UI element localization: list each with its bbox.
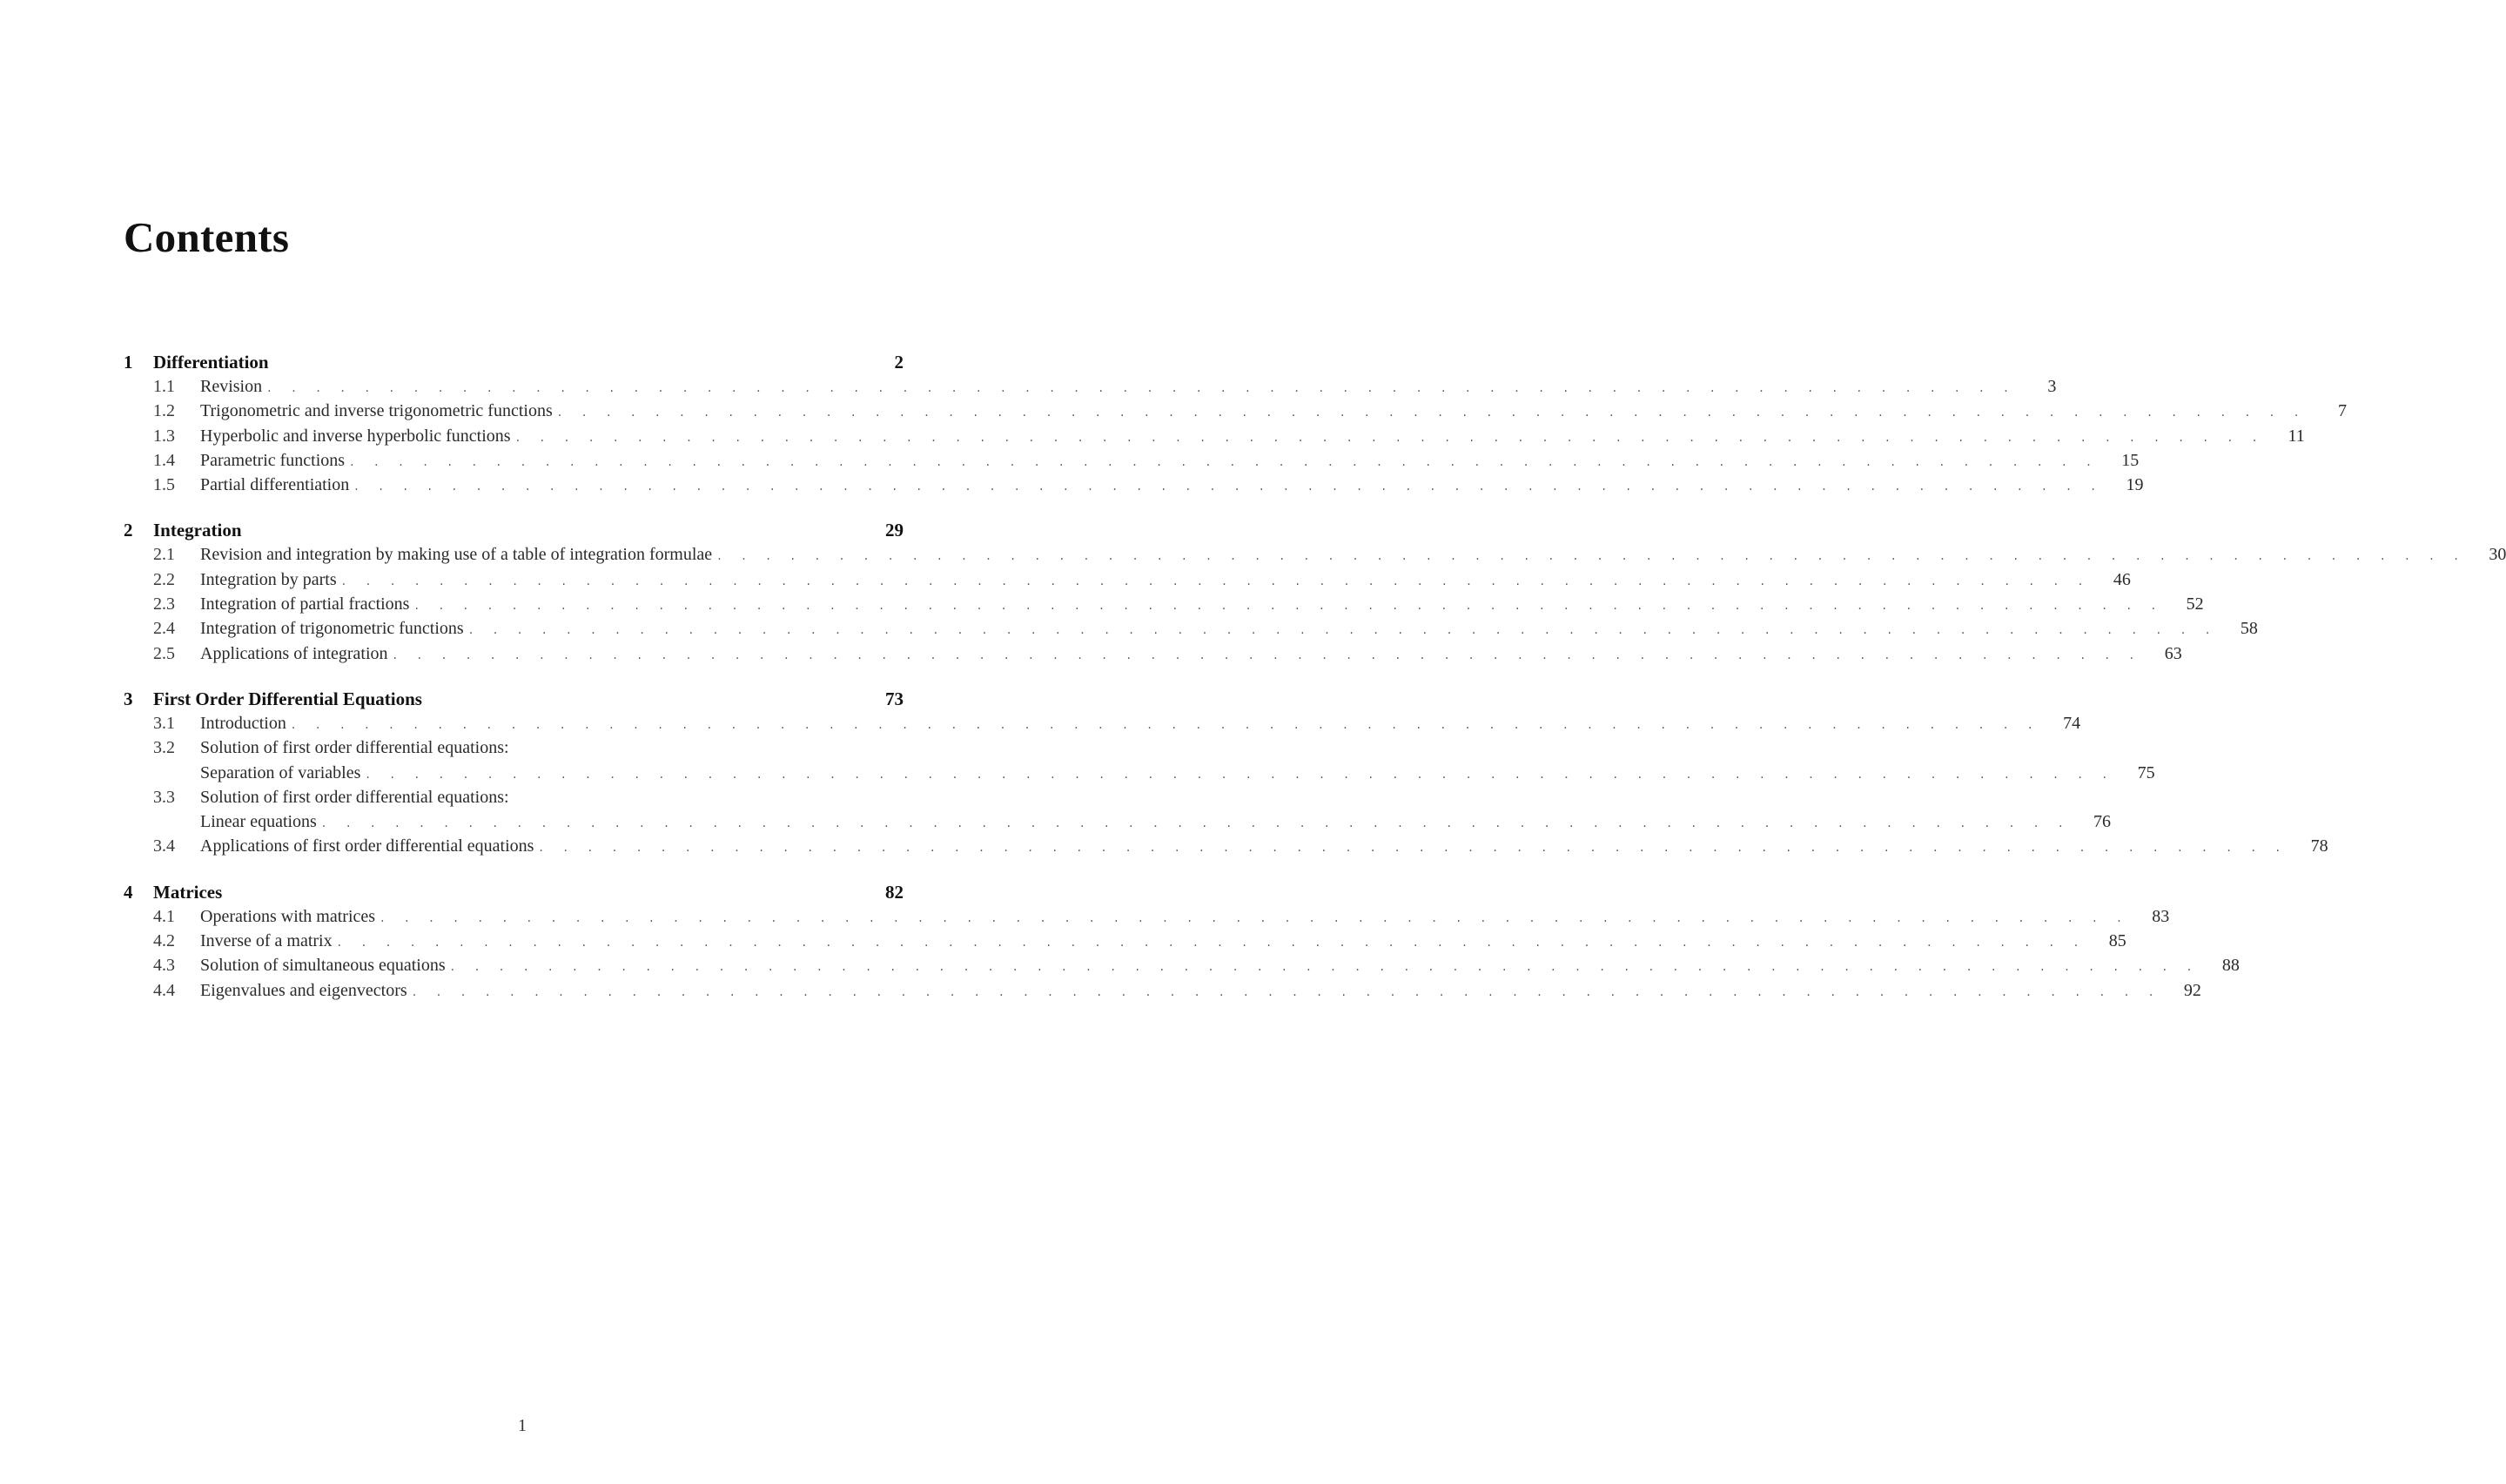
section-number: 2.1	[153, 545, 175, 565]
toc-entry-first-line[interactable]	[124, 788, 904, 812]
chapter-number: 4	[124, 881, 133, 903]
toc-entry[interactable]	[124, 956, 2240, 980]
toc-entry[interactable]	[124, 594, 2204, 619]
dot-leader: . . . . . . . . . . . . . . . . . . . . . . . . . . . . . . . . . . . . . . . . . . . . . . . . . . . . . . . . . . . . . . . . . . . . . . . .	[291, 717, 2041, 732]
toc-entry-continuation[interactable]	[124, 812, 2112, 836]
section-title: Revision and integration by making use of a table of integration formulae	[200, 545, 713, 565]
chapter-heading[interactable]	[124, 520, 904, 545]
dot-leader: . . . . . . . . . . . . . . . . . . . . . . . . . . . . . . . . . . . . . . . . . . . . . . . . . . . . . . . . . . . . . . . . . . . . . . . .	[341, 574, 2091, 588]
section-number: 4.4	[153, 980, 175, 1000]
dot-leader: . . . . . . . . . . . . . . . . . . . . . . . . . . . . . . . . . . . . . . . . . . . . . . . . . . . . . . . . . . . . . . . . . . . . . . . .	[450, 960, 2200, 975]
toc-entry[interactable]	[124, 713, 2081, 738]
section-title-continuation: Linear equations	[200, 812, 317, 832]
chapter-page-number: 73	[885, 688, 904, 709]
section-page-number: 63	[2164, 643, 2182, 663]
section-number: 2.2	[153, 569, 175, 589]
dot-leader: . . . . . . . . . . . . . . . . . . . . . . . . . . . . . . . . . . . . . . . . . . . . . . . . . . . . . . . . . . . . . . . . . . . . . . . .	[539, 841, 2288, 856]
toc-entry[interactable]	[124, 836, 2328, 861]
toc-entry[interactable]	[124, 426, 2305, 451]
toc-entry[interactable]	[124, 450, 2140, 475]
section-page-number: 11	[2288, 426, 2305, 446]
section-number: 2.5	[153, 643, 175, 663]
section-title: Integration of trigonometric functions	[200, 619, 464, 639]
section-title: Solution of first order differential equations:	[200, 738, 509, 758]
section-title: Partial differentiation	[200, 475, 350, 495]
toc-entry[interactable]	[124, 643, 2182, 668]
page-title: Contents	[124, 213, 290, 261]
section-page-number: 92	[2183, 980, 2201, 1000]
section-title-continuation: Separation of variables	[200, 762, 361, 782]
section-number: 1.3	[153, 426, 175, 446]
chapter-title: First Order Differential Equations	[153, 688, 422, 709]
section-title: Trigonometric and inverse trigonometric functions	[200, 401, 553, 421]
chapter-number: 1	[124, 352, 133, 373]
section-number: 2.4	[153, 619, 175, 639]
section-page-number: 85	[2108, 931, 2126, 951]
page-number: 1	[518, 1416, 527, 1435]
chapter-1	[124, 352, 2347, 500]
section-title: Applications of integration	[200, 643, 388, 663]
chapter-page-number: 82	[885, 881, 904, 903]
chapter-title: Integration	[153, 520, 242, 541]
section-page-number: 46	[2113, 569, 2131, 589]
section-title: Integration of partial fractions	[200, 594, 410, 614]
section-number: 4.3	[153, 956, 175, 976]
section-title: Operations with matrices	[200, 906, 376, 926]
section-page-number: 88	[2221, 956, 2240, 976]
section-page-number: 76	[2093, 812, 2112, 832]
section-page-number: 15	[2121, 450, 2140, 470]
section-page-number: 83	[2152, 906, 2170, 926]
toc-entry[interactable]	[124, 619, 2258, 643]
dot-leader: . . . . . . . . . . . . . . . . . . . . . . . . . . . . . . . . . . . . . . . . . . . . . . . . . . . . . . . . . . . . . . . . . . . . . . . .	[468, 623, 2218, 638]
toc-entry[interactable]	[124, 545, 2506, 569]
section-title: Revision	[200, 377, 263, 396]
section-title: Integration by parts	[200, 569, 337, 589]
chapter-title: Differentiation	[153, 352, 269, 373]
section-number: 4.1	[153, 906, 175, 926]
dot-leader: . . . . . . . . . . . . . . . . . . . . . . . . . . . . . . . . . . . . . . . . . . . . . . . . . . . . . . . . . . . . . . . . . . . . . . . .	[366, 767, 2115, 782]
dot-leader: . . . . . . . . . . . . . . . . . . . . . . . . . . . . . . . . . . . . . . . . . . . . . . . . . . . . . . . . . . . . . . . . . . . . . . . .	[267, 381, 2017, 395]
section-title: Inverse of a matrix	[200, 931, 333, 951]
toc-entry[interactable]	[124, 980, 2201, 1005]
section-page-number: 19	[2126, 475, 2144, 495]
chapter-2	[124, 520, 2506, 668]
dot-leader: . . . . . . . . . . . . . . . . . . . . . . . . . . . . . . . . . . . . . . . . . . . . . . . . . . . . . . . . . . . . . . . . . . . . . . . .	[350, 454, 2100, 469]
section-page-number: 74	[2063, 713, 2081, 733]
chapter-page-number: 29	[885, 520, 904, 541]
dot-leader: . . . . . . . . . . . . . . . . . . . . . . . . . . . . . . . . . . . . . . . . . . . . . . . . . . . . . . . . . . . . . . . . . . . . . . . .	[414, 599, 2164, 614]
dot-leader: . . . . . . . . . . . . . . . . . . . . . . . . . . . . . . . . . . . . . . . . . . . . . . . . . . . . . . . . . . . . . . . . . . . . . . . .	[321, 816, 2072, 831]
chapter-heading[interactable]	[124, 688, 904, 714]
section-number: 3.2	[153, 738, 175, 758]
chapter-number: 2	[124, 520, 133, 541]
section-number: 1.4	[153, 450, 175, 470]
section-title: Introduction	[200, 713, 286, 733]
section-title: Solution of simultaneous equations	[200, 956, 446, 976]
toc-entry[interactable]	[124, 475, 2144, 500]
dot-leader: . . . . . . . . . . . . . . . . . . . . . . . . . . . . . . . . . . . . . . . . . . . . . . . . . . . . . . . . . . . . . . . . . . . . . . . .	[717, 549, 2467, 564]
toc-entry[interactable]	[124, 377, 2057, 401]
section-number: 1.5	[153, 475, 175, 495]
section-title: Hyperbolic and inverse hyperbolic functions	[200, 426, 511, 446]
section-number: 1.1	[153, 377, 175, 396]
section-number: 2.3	[153, 594, 175, 614]
section-page-number: 3	[2047, 377, 2057, 396]
chapter-number: 3	[124, 688, 133, 709]
toc-entry-continuation[interactable]	[124, 762, 2155, 788]
chapter-page-number: 2	[894, 352, 904, 373]
chapter-heading[interactable]	[124, 352, 904, 377]
section-page-number: 7	[2337, 401, 2347, 421]
dot-leader: . . . . . . . . . . . . . . . . . . . . . . . . . . . . . . . . . . . . . . . . . . . . . . . . . . . . . . . . . . . . . . . . . . . . . . . .	[393, 648, 2142, 662]
dot-leader: . . . . . . . . . . . . . . . . . . . . . . . . . . . . . . . . . . . . . . . . . . . . . . . . . . . . . . . . . . . . . . . . . . . . . . . .	[380, 910, 2130, 925]
dot-leader: . . . . . . . . . . . . . . . . . . . . . . . . . . . . . . . . . . . . . . . . . . . . . . . . . . . . . . . . . . . . . . . . . . . . . . . .	[515, 430, 2265, 445]
section-page-number: 30	[2489, 545, 2506, 565]
toc-entry[interactable]	[124, 906, 2170, 931]
dot-leader: . . . . . . . . . . . . . . . . . . . . . . . . . . . . . . . . . . . . . . . . . . . . . . . . . . . . . . . . . . . . . . . . . . . . . . . .	[337, 936, 2086, 950]
section-number: 4.2	[153, 931, 175, 951]
section-title: Eigenvalues and eigenvectors	[200, 980, 407, 1000]
chapter-title: Matrices	[153, 881, 223, 903]
dot-leader: . . . . . . . . . . . . . . . . . . . . . . . . . . . . . . . . . . . . . . . . . . . . . . . . . . . . . . . . . . . . . . . . . . . . . . . .	[557, 406, 2307, 420]
section-number: 3.4	[153, 836, 175, 856]
section-page-number: 58	[2240, 619, 2258, 639]
section-page-number: 75	[2137, 762, 2155, 782]
section-number: 3.1	[153, 713, 175, 733]
section-title: Parametric functions	[200, 450, 346, 470]
dot-leader: . . . . . . . . . . . . . . . . . . . . . . . . . . . . . . . . . . . . . . . . . . . . . . . . . . . . . . . . . . . . . . . . . . . . . . . .	[412, 984, 2161, 999]
chapter-3	[124, 688, 2328, 862]
table-of-contents	[124, 352, 2506, 1025]
chapter-4	[124, 881, 2240, 1005]
toc-entry[interactable]	[124, 401, 2347, 426]
toc-entry[interactable]	[124, 569, 2131, 594]
chapter-heading[interactable]	[124, 882, 904, 907]
section-page-number: 52	[2186, 594, 2204, 614]
section-title: Applications of first order differential equations	[200, 836, 534, 856]
section-number: 3.3	[153, 787, 175, 807]
toc-entry-first-line[interactable]	[124, 738, 904, 762]
section-page-number: 78	[2310, 836, 2328, 856]
dot-leader: . . . . . . . . . . . . . . . . . . . . . . . . . . . . . . . . . . . . . . . . . . . . . . . . . . . . . . . . . . . . . . . . . . . . . . . .	[354, 480, 2104, 494]
toc-entry[interactable]	[124, 931, 2126, 956]
section-title: Solution of first order differential equations:	[200, 787, 509, 807]
section-number: 1.2	[153, 401, 175, 421]
